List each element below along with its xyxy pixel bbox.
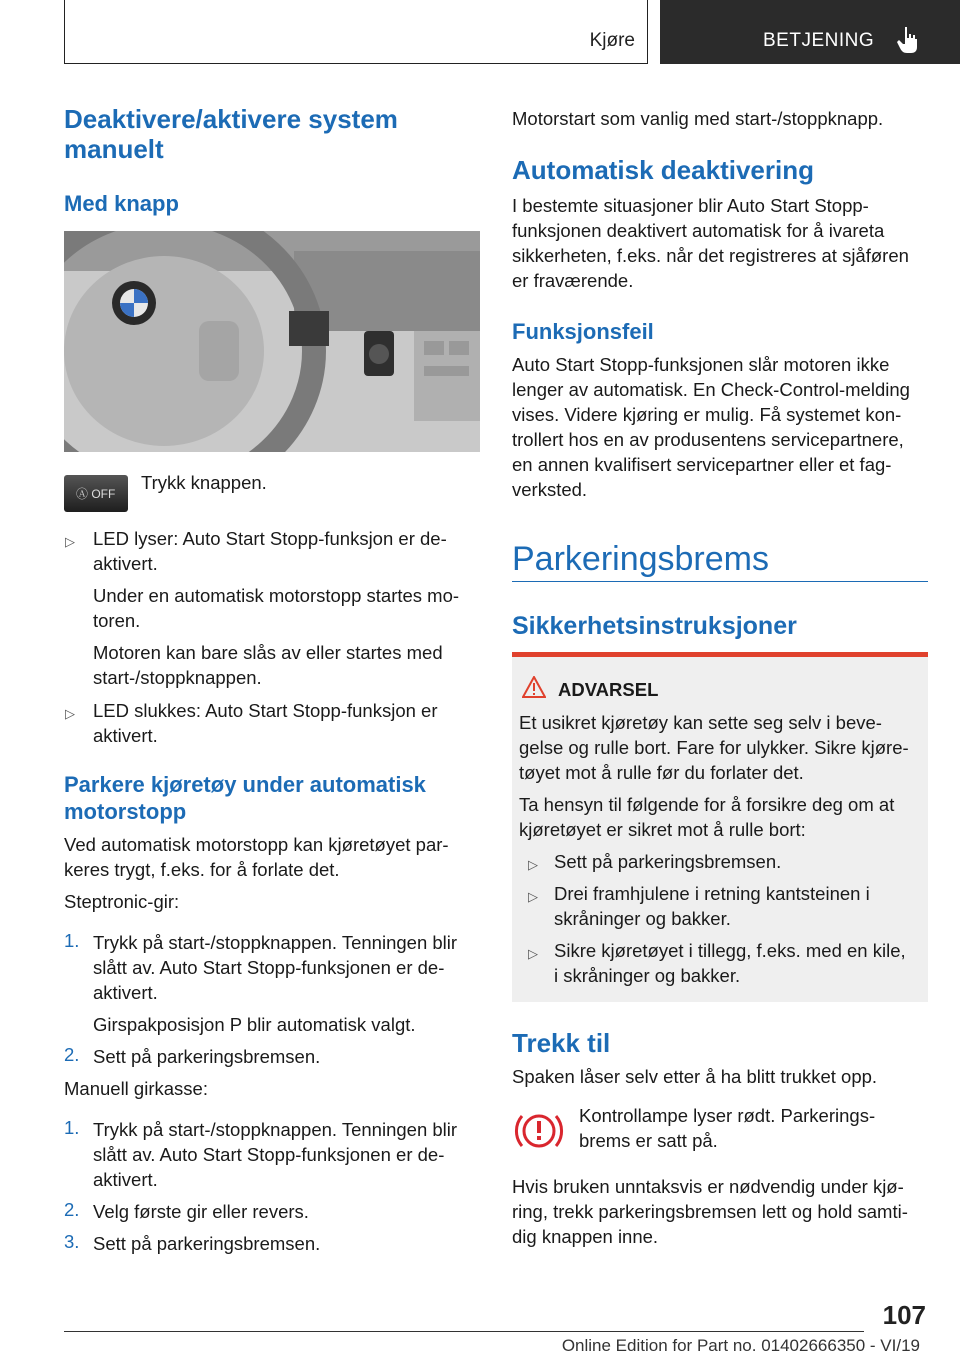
manual-step1-line2: slått av. Auto Start Stopp-funksjonen er de- <box>93 1144 445 1165</box>
header-section-box <box>64 0 648 64</box>
fault-text-line2: lenger av automatisk. En Check-Control-melding <box>512 379 910 400</box>
manual-step2: Velg første gir eller revers. <box>93 1201 309 1222</box>
lamp-text-line2: brems er satt på. <box>579 1130 718 1151</box>
warning-bullet2-line2: skråninger og bakker. <box>554 908 731 929</box>
park-text-line2: keres trygt, f.eks. for å forlate det. <box>64 859 340 880</box>
manual-step1-line1: Trykk på start-/stoppknappen. Tenningen blir <box>93 1119 458 1140</box>
steering-wheel-photo <box>64 231 480 452</box>
auto-text-line2: funksjonen deaktivert automatisk for å ivareta <box>512 220 885 241</box>
park-text-line1: Ved automatisk motorstopp kan kjøretøyet par- <box>64 834 449 855</box>
header-chapter-tab <box>660 0 960 64</box>
manual-gearbox-label: Manuell girkasse: <box>64 1078 208 1099</box>
bullet-led-off-line2: aktivert. <box>93 725 158 746</box>
heading-underline <box>512 581 928 582</box>
warning-bullet2-line1: Drei framhjulene i retning kantsteinen i <box>554 883 870 904</box>
header-chapter-label: BETJENING <box>763 30 875 51</box>
manual-step1-line3: aktivert. <box>93 1169 158 1190</box>
heading-safety-instructions: Sikkerhetsinstruksjoner <box>512 612 797 640</box>
lamp-text-line1: Kontrollampe lyser rødt. Parkerings- <box>579 1105 876 1126</box>
bullet-led-off-line1: LED slukkes: Auto Start Stopp-funksjon er <box>93 700 438 721</box>
warning-box <box>512 652 928 1002</box>
warning-triangle-icon <box>522 676 546 698</box>
warning-text1-line2: gelse og rulle bort. Fare for ulykker. Sikre kjøre- <box>519 737 909 758</box>
warning-bullet3-line2: i skråninger og bakker. <box>554 965 741 986</box>
led-on-note1-line2: toren. <box>93 610 141 631</box>
warning-title: ADVARSEL <box>558 679 659 700</box>
fault-text-line5: en annen kvalifisert servicepartner eller et fag- <box>512 454 892 475</box>
bullet-triangle-icon: ▷ <box>65 534 75 549</box>
warning-text1-line3: tøyet mot å rulle før du forlater det. <box>519 762 804 783</box>
led-on-note2-line1: Motoren kan bare slås av eller startes med <box>93 642 443 663</box>
warning-bullet1: Sett på parkeringsbremsen. <box>554 851 782 872</box>
step-number: 1. <box>64 1117 80 1138</box>
fault-text-line1: Auto Start Stopp-funksjonen slår motoren ikke <box>512 354 890 375</box>
steptronic-step1-line3: aktivert. <box>93 982 158 1003</box>
step-number: 1. <box>64 930 80 951</box>
warning-text2-line1: Ta hensyn til følgende for å forsikre deg om at <box>519 794 895 815</box>
header-section-label: Kjøre <box>589 30 635 51</box>
heading-deactivate-manually: Deaktivere/aktivere system manuelt <box>64 104 398 164</box>
need-text-line2: ring, trekk parkeringsbremsen lett og hold samti- <box>512 1201 908 1222</box>
fault-text-line6: verksted. <box>512 479 588 500</box>
need-text-line3: dig knappen inne. <box>512 1226 659 1247</box>
heading-malfunction: Funksjonsfeil <box>512 319 654 344</box>
led-on-note2-line2: start-/stoppknappen. <box>93 667 262 688</box>
step-number: 3. <box>64 1231 80 1252</box>
step-number: 2. <box>64 1044 80 1065</box>
footer-rule <box>64 1331 864 1332</box>
parking-brake-warning-lamp-icon <box>514 1108 564 1154</box>
need-text-line1: Hvis bruken unntaksvis er nødvendig under kjø- <box>512 1176 904 1197</box>
bullet-led-on-line1: LED lyser: Auto Start Stopp-funksjon er de- <box>93 528 447 549</box>
heading-park-during-auto-stop: Parkere kjøretøy under automatisk motorstopp <box>64 772 426 824</box>
auto-start-stop-button-image <box>64 475 128 512</box>
bullet-triangle-icon: ▷ <box>528 946 538 961</box>
heading-pull-on: Trekk til <box>512 1028 611 1058</box>
steptronic-step1-line1: Trykk på start-/stoppknappen. Tenningen blir <box>93 932 458 953</box>
fault-text-line3: vises. Videre kjøring er mulig. Få systemet kon- <box>512 404 902 425</box>
auto-text-line1: I bestemte situasjoner blir Auto Start Stopp- <box>512 195 869 216</box>
steptronic-step1-line2: slått av. Auto Start Stopp-funksjonen er de- <box>93 957 445 978</box>
manual-step3: Sett på parkeringsbremsen. <box>93 1233 321 1254</box>
auto-text-line4: er fraværende. <box>512 270 634 291</box>
pointing-hand-icon <box>896 26 920 54</box>
heading-parking-brake: Parkeringsbrems <box>512 540 769 578</box>
warning-bar <box>512 652 928 657</box>
bullet-led-on-line2: aktivert. <box>93 553 158 574</box>
button-image-label: Ⓐ OFF <box>76 487 116 501</box>
step-number: 2. <box>64 1199 80 1220</box>
fault-text-line4: trollert hos en av produsentens servicepartnere, <box>512 429 904 450</box>
heading-with-button: Med knapp <box>64 191 179 216</box>
steptronic-step2: Sett på parkeringsbremsen. <box>93 1046 321 1067</box>
motorstart-text: Motorstart som vanlig med start-/stoppknapp. <box>512 108 884 129</box>
pull-text: Spaken låser selv etter å ha blitt trukket opp. <box>512 1066 878 1087</box>
warning-bullet3-line1: Sikre kjøretøyet i tillegg, f.eks. med en kile, <box>554 940 906 961</box>
led-on-note1-line1: Under en automatisk motorstopp startes mo- <box>93 585 460 606</box>
footer-edition: Online Edition for Part no. 01402666350 - VI/19 <box>561 1336 920 1355</box>
steptronic-step1-note: Girspakposisjon P blir automatisk valgt. <box>93 1014 416 1035</box>
auto-text-line3: sikkerheten, f.eks. når det registreres at sjåføren <box>512 245 909 266</box>
bullet-triangle-icon: ▷ <box>528 889 538 904</box>
steptronic-label: Steptronic-gir: <box>64 891 180 912</box>
page-number: 107 <box>882 1300 926 1330</box>
bullet-triangle-icon: ▷ <box>65 706 75 721</box>
warning-text1-line1: Et usikret kjøretøy kan sette seg selv i beve- <box>519 712 882 733</box>
warning-text2-line2: kjøretøyet er sikret mot å rulle bort: <box>519 819 806 840</box>
bullet-triangle-icon: ▷ <box>528 857 538 872</box>
heading-automatic-deactivation: Automatisk deaktivering <box>512 155 814 185</box>
press-button-text: Trykk knappen. <box>141 472 267 493</box>
